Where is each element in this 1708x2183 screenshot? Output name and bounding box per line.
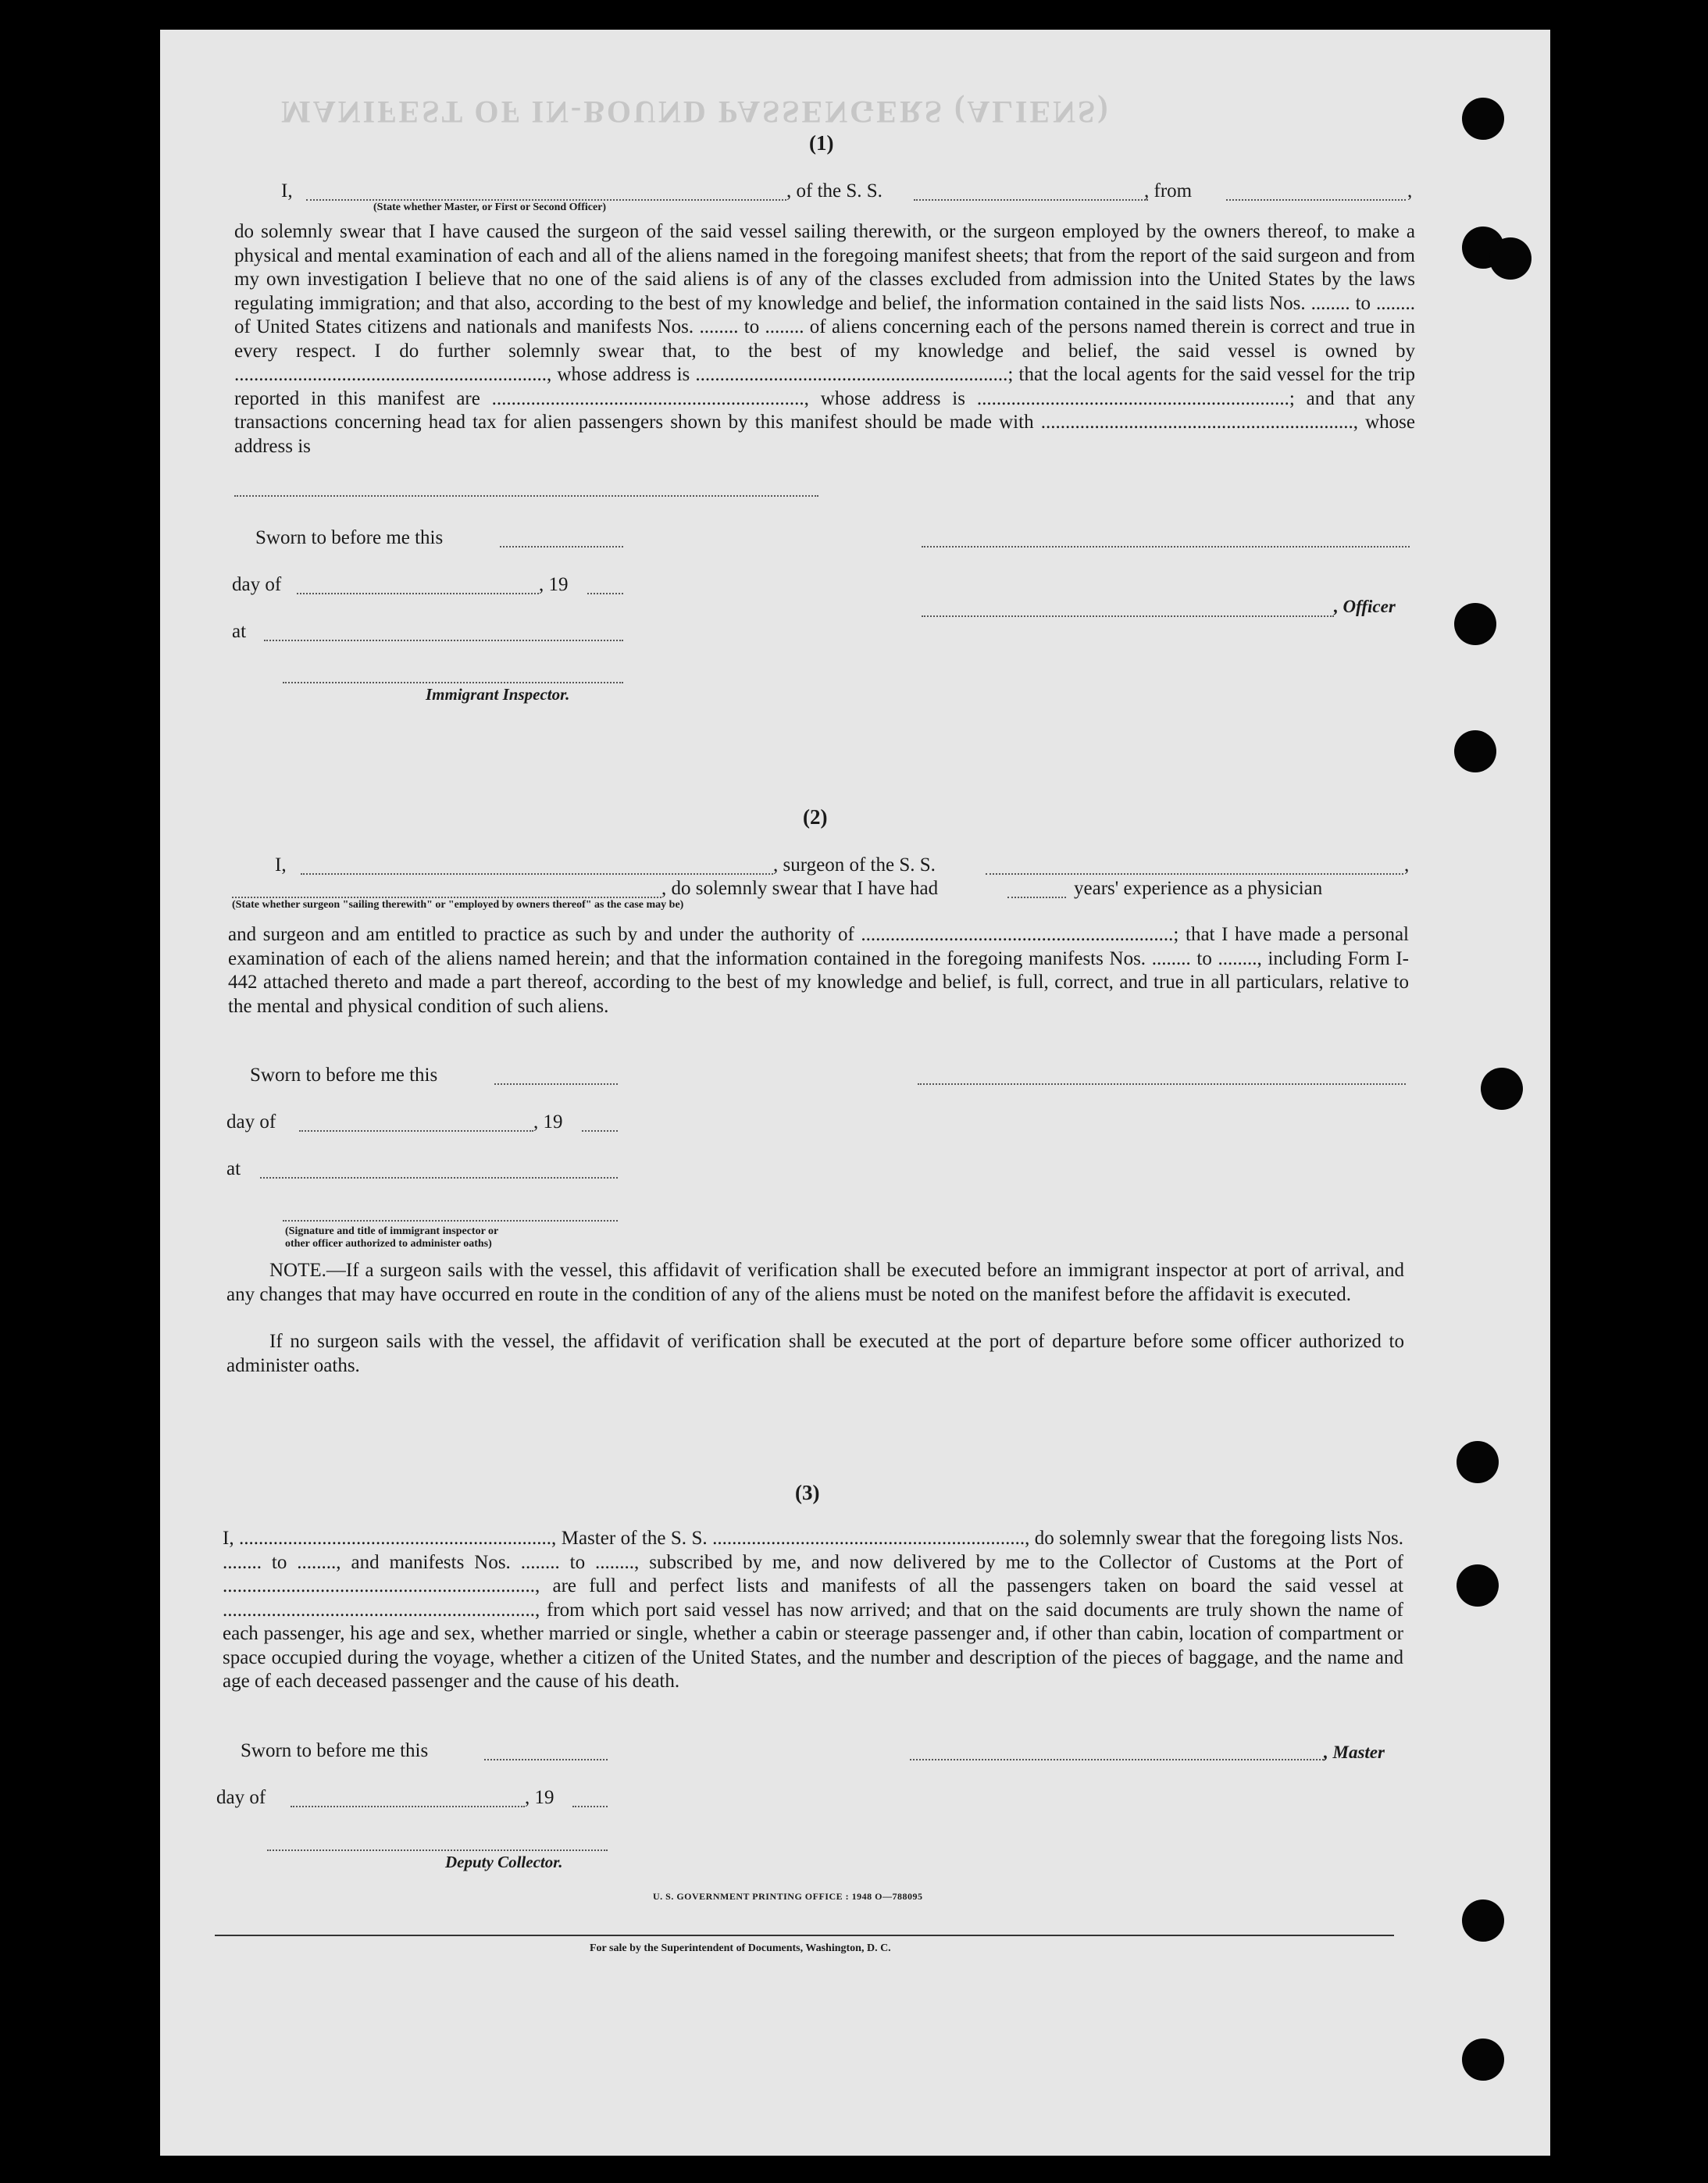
note-text: —If a surgeon sails with the vessel, this affidavit of verification shall be executed before an immigrant inspector at port of arrival, and any changes that may have occurred en route in the condition of any of the aliens must be noted on the manifest before the affidavit is executed.: [226, 1260, 1404, 1305]
section-2-sworn-blank[interactable]: [494, 1083, 618, 1085]
officer-signature-blank[interactable]: [922, 615, 1334, 617]
section-3-sworn-blank[interactable]: [484, 1759, 608, 1760]
master-rank-blank[interactable]: [306, 199, 786, 201]
section-2-year-blank[interactable]: [582, 1130, 618, 1132]
section-1-heading: (1): [809, 131, 834, 155]
section-2-heading: (2): [803, 805, 828, 829]
section-2-day-of: day of: [226, 1111, 276, 1133]
punch-hole: [1457, 1564, 1499, 1607]
section-2-at-blank[interactable]: [260, 1177, 618, 1179]
bleed-through-text: MANIFEST OF IN-BOUND PASSENGERS (ALIENS): [281, 95, 1111, 130]
master-label: , Master: [1324, 1742, 1385, 1762]
printing-office-line: U. S. GOVERNMENT PRINTING OFFICE : 1948 O—788095: [653, 1891, 923, 1902]
signature-caption-line-1: (Signature and title of immigrant inspector or: [285, 1225, 499, 1237]
footer-rule: [215, 1935, 1394, 1936]
section-1-signature-blank[interactable]: [922, 546, 1410, 548]
section-2-swear: , do solemnly swear that I have had: [661, 878, 939, 899]
punch-hole: [1457, 1441, 1499, 1483]
section-1-day-blank[interactable]: [297, 593, 539, 594]
punch-hole: [1481, 1068, 1523, 1110]
surgeon-status-blank[interactable]: [232, 897, 661, 898]
punch-hole: [1454, 730, 1496, 772]
section-1-inspector-blank[interactable]: [283, 682, 623, 683]
note-paragraph: [226, 1259, 1404, 1331]
deputy-collector-label: Deputy Collector.: [445, 1853, 563, 1871]
section-1-at-blank[interactable]: [264, 640, 623, 641]
section-3-year-blank[interactable]: [572, 1806, 608, 1807]
section-2-inspector-blank[interactable]: [283, 1220, 618, 1222]
section-3-heading: (3): [795, 1481, 820, 1504]
section-2-i: I,: [275, 854, 287, 876]
section-2-sworn: Sworn to before me this: [250, 1065, 438, 1086]
note-paragraph-2: If no surgeon sails with the vessel, the affidavit of verification shall be executed at the port of departure before some officer authorized to administer oaths.: [226, 1331, 1404, 1376]
from-port-blank[interactable]: [1226, 199, 1406, 201]
for-sale-line: For sale by the Superintendent of Documents, Washington, D. C.: [590, 1942, 891, 1954]
section-2-at: at: [226, 1158, 241, 1179]
section-3-day-blank[interactable]: [291, 1806, 525, 1807]
officer-label: , Officer: [1334, 597, 1396, 616]
punch-hole: [1462, 98, 1504, 140]
section-1-sworn-blank[interactable]: [500, 546, 623, 548]
section-2-day-blank[interactable]: [299, 1130, 533, 1132]
section-2-surgeon-of: , surgeon of the S. S.: [773, 854, 936, 876]
section-1-comma: ,: [1407, 180, 1413, 202]
punch-hole: [1462, 2039, 1504, 2081]
immigrant-inspector-label: Immigrant Inspector.: [426, 685, 570, 704]
section-2-signature-blank[interactable]: [918, 1083, 1406, 1085]
section-1-year-blank[interactable]: [587, 593, 623, 594]
section-3-year: , 19: [525, 1787, 554, 1808]
section-1-paragraph: do solemnly swear that I have caused the surgeon of the said vessel sailing therewith, or the surgeon employed by the owners thereof, to make a physical and mental examination of each and all of the aliens named in the foregoing manifest sheets; that from the report of the said surgeon and from my own investigation I believe that no one of the said aliens is of any of the classes excluded from admission into the United States by the laws regulating immigration; and that also, according to the best of my knowledge and belief, the information contained in the said lists Nos. ........ to ........ of United States citizens and nationals and manifests Nos. ........ to ........ of aliens concerning each of the persons named therein is correct and true in every respect. I do further solemnly swear that, to the best of my knowledge and belief, the said vessel is owned by ................................................................, whose address is ................................................................; that the local agents for the said vessel for the trip reported in this manifest are ................................................................, whose address is ................................................................; and that any transactions concerning head tax for alien passengers shown by this manifest should be made with ................................................................, whose address is: [234, 221, 1415, 457]
surgeon-name-blank[interactable]: [301, 873, 773, 875]
section-1-sworn: Sworn to before me this: [255, 527, 444, 548]
section-1-year: , 19: [539, 574, 569, 595]
section-1-caption: (State whether Master, or First or Second Officer): [373, 202, 607, 213]
section-1-of-ss: , of the S. S.: [786, 180, 883, 202]
signature-caption-line-2: other officer authorized to administer oaths): [285, 1238, 492, 1250]
punch-hole: [1462, 1899, 1504, 1942]
section-2-years: years' experience as a physician: [1074, 878, 1323, 899]
section-1-from: , from: [1144, 180, 1193, 202]
section-1-day-of: day of: [232, 574, 282, 595]
master-signature-blank[interactable]: [910, 1759, 1324, 1760]
deputy-collector-blank[interactable]: [267, 1849, 608, 1851]
punch-hole: [1454, 603, 1496, 645]
years-experience-blank[interactable]: [1007, 897, 1066, 898]
punch-hole: [1489, 237, 1531, 280]
vessel-name-blank[interactable]: [914, 199, 1148, 201]
section-2-comma: ,: [1404, 854, 1410, 876]
head-tax-address-blank[interactable]: [234, 495, 818, 497]
section-2-vessel-blank[interactable]: [986, 873, 1403, 875]
section-2-year: , 19: [533, 1111, 563, 1133]
section-1-at: at: [232, 621, 247, 642]
section-2-paragraph: and surgeon and am entitled to practice as such by and under the authority of ................................................................; that I have made a personal examination of each of the aliens named herein; and that the information contained in the foregoing manifests Nos. ........ to ........, including Form I-442 attached thereto and made a part thereof, according to the best of my knowledge and belief, is full, correct, and true in all particulars, relative to the mental and physical condition of such aliens.: [228, 924, 1409, 1017]
section-3-sworn: Sworn to before me this: [241, 1740, 429, 1761]
section-1-i: I,: [281, 180, 293, 202]
section-2-caption: (State whether surgeon "sailing therewith" or "employed by owners thereof" as the case may be): [232, 899, 684, 911]
section-3-paragraph: I, ................................................................, Master of the S. S. ................................................................, do solemnly swear that the foregoing lists Nos. ........ to ........, and manifests Nos. ........ to ........, subscribed by me, and now delivered by me to the Collector of Customs at the Port of ................................................................, are full and perfect lists and manifests of all the passengers taken on board the said vessel at ................................................................, from which port said vessel has now arrived; and that on the said documents are truly shown the name of each passenger, his age and sex, whether married or single, whether a cabin or steerage passenger and, if other than cabin, location of compartment or space occupied during the voyage, whether a citizen of the United States, and the number and description of the pieces of baggage, and the name and age of each deceased passenger and the cause of his death.: [223, 1528, 1403, 1692]
note-label: NOTE.: [269, 1260, 326, 1281]
section-3-day-of: day of: [216, 1787, 266, 1808]
